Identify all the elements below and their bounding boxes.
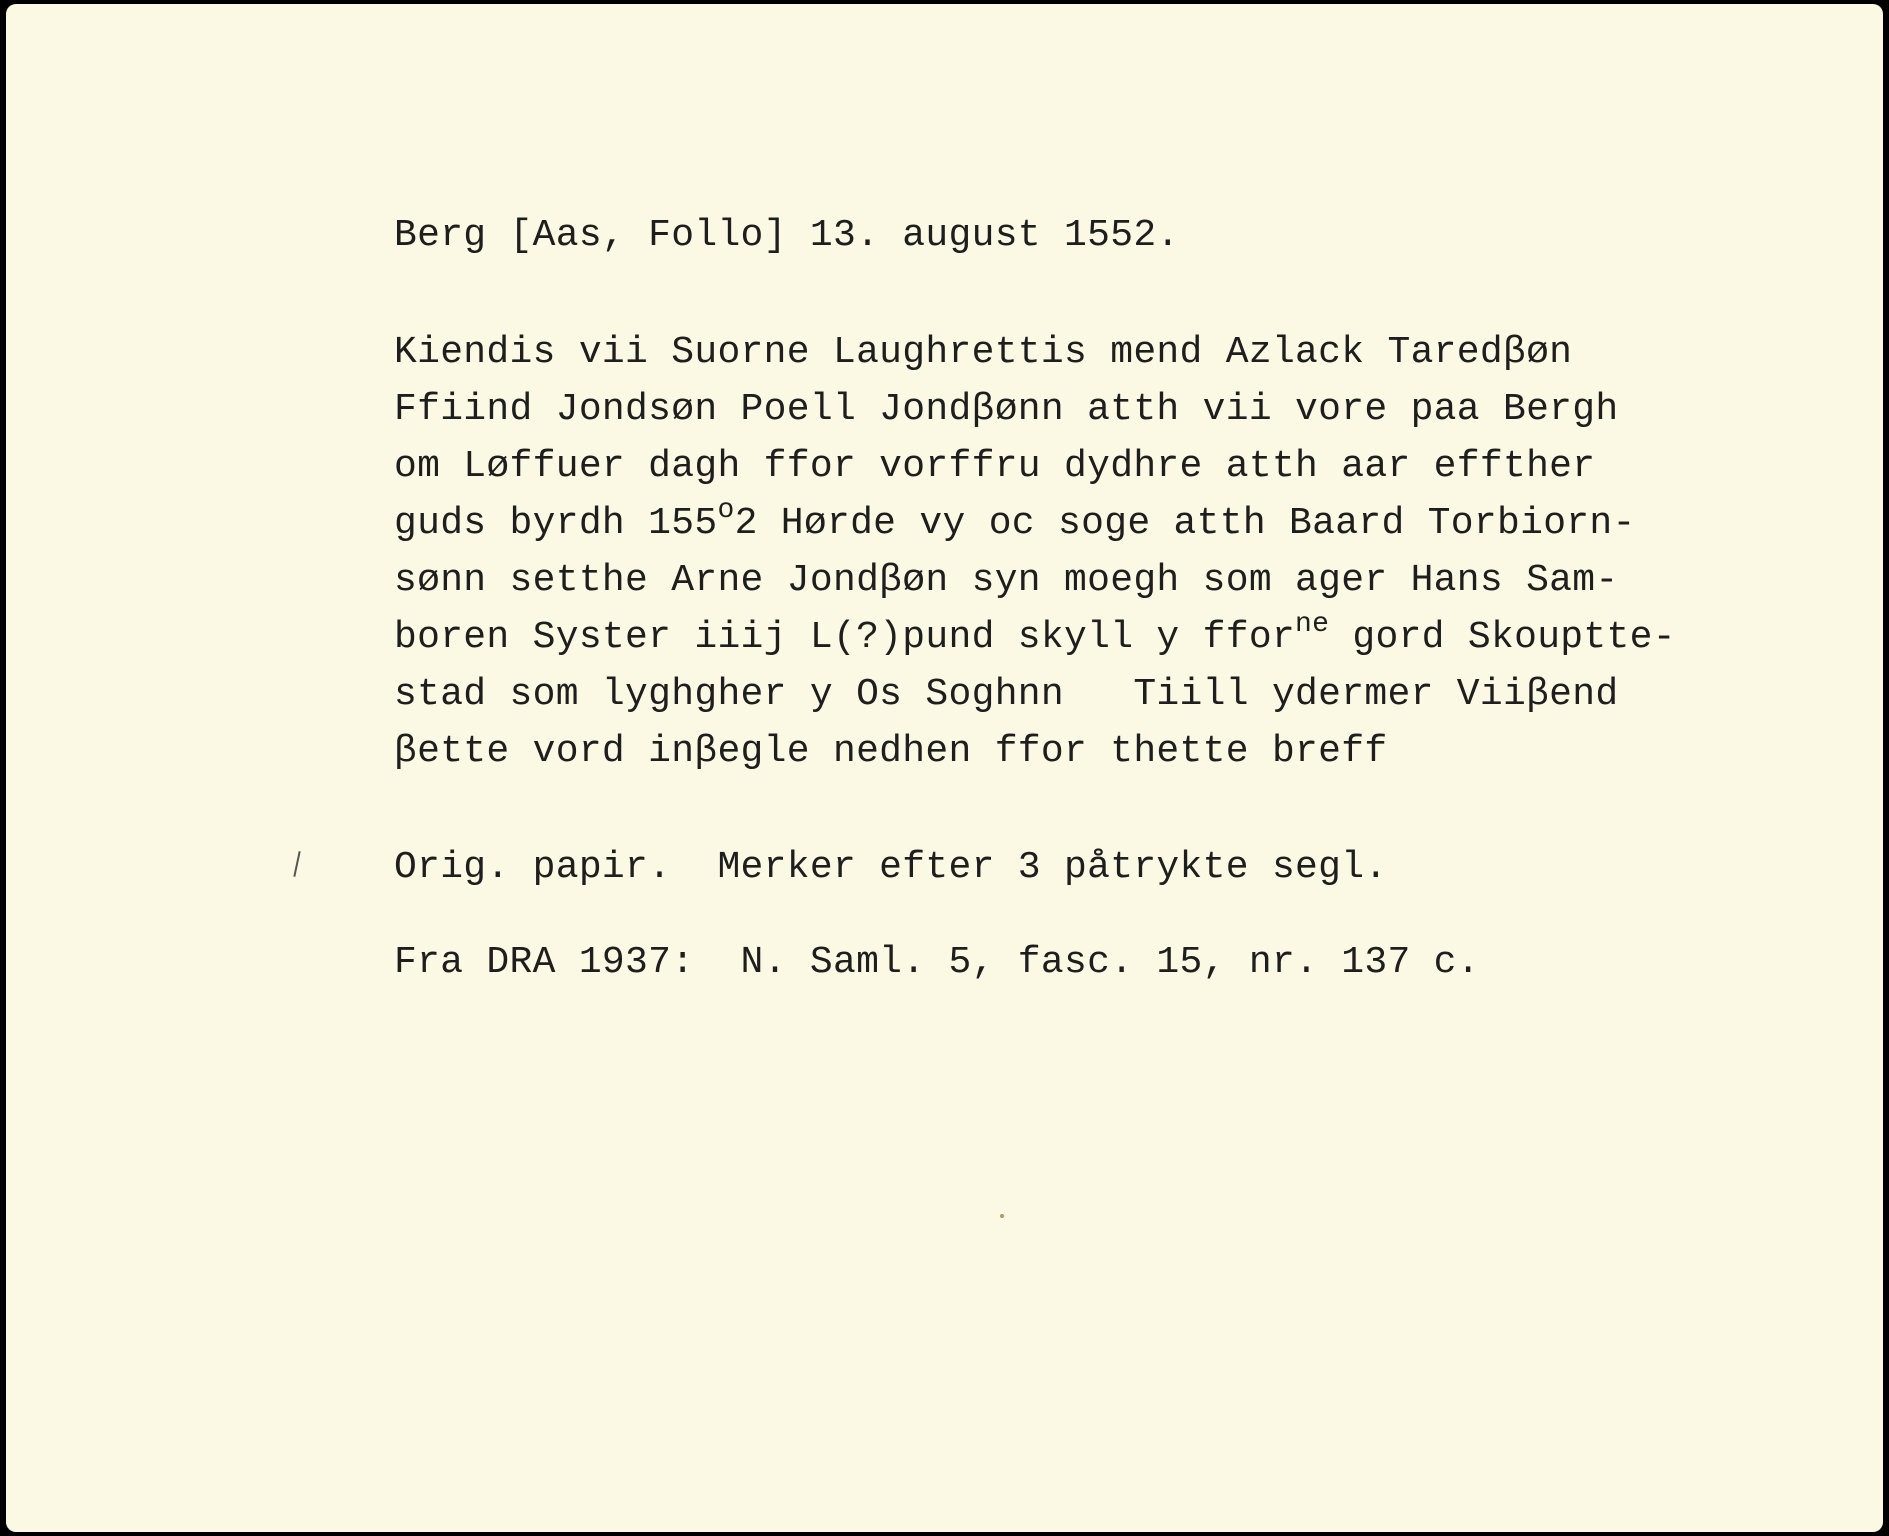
body-line-8: βette vord inβegle nedhen ffor thette breff (394, 730, 1388, 773)
paper-speck (1000, 1214, 1004, 1218)
superscript-ne: ne (1295, 609, 1330, 640)
body-line-6-part-2: gord Skouptte- (1329, 616, 1676, 659)
archive-card (6, 4, 1883, 1532)
body-line-7: stad som lyghgher y Os Soghnn Tiill ydermer Viiβend (394, 673, 1619, 716)
body-line-2: Ffiind Jondsøn Poell Jondβønn atth vii vore paa Bergh (394, 388, 1619, 431)
margin-pencil-mark (293, 851, 300, 877)
body-line-4-part-1: guds byrdh 155 (394, 502, 718, 545)
body-line-5: sønn setthe Arne Jondβøn syn moegh som ager Hans Sam- (394, 559, 1619, 602)
source-note: Fra DRA 1937: N. Saml. 5, fasc. 15, nr. 137 c. (394, 941, 1480, 984)
original-note: Orig. papir. Merker efter 3 påtrykte segl. (394, 846, 1388, 889)
body-line-4 (394, 495, 1636, 546)
body-line-6 (394, 609, 1676, 660)
body-line-1: Kiendis vii Suorne Laughrettis mend Azlack Taredβøn (394, 331, 1573, 374)
body-line-6-part-1: boren Syster iiij L(?)pund skyll y ffor (394, 616, 1296, 659)
body-line-3: om Løffuer dagh ffor vorffru dydhre atth aar effther (394, 445, 1596, 488)
body-line-4-part-2: 2 Hørde vy oc soge atth Baard Torbiorn- (734, 502, 1636, 545)
superscript-o: o (717, 495, 735, 526)
document-heading: Berg [Aas, Follo] 13. august 1552. (394, 214, 1180, 257)
